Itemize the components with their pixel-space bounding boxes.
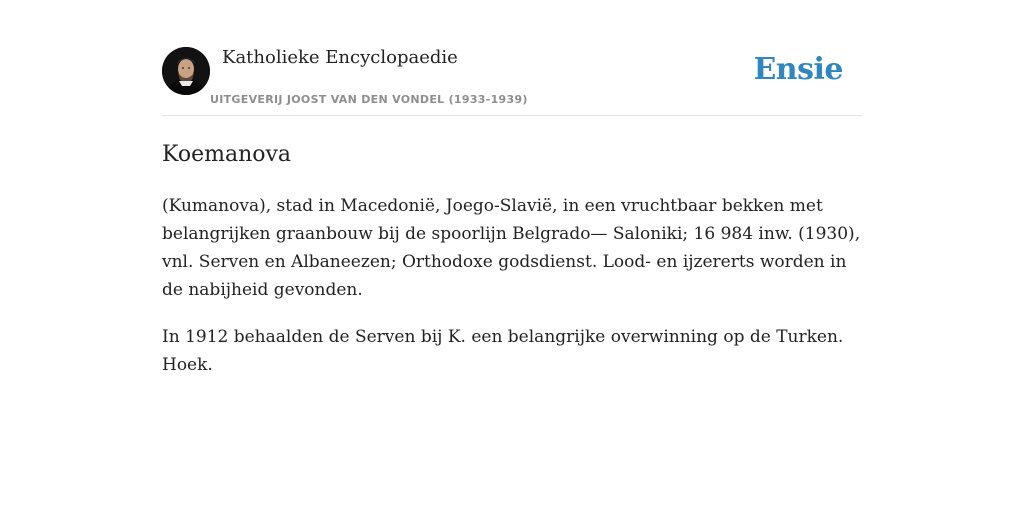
portrait-icon[interactable] (162, 47, 210, 95)
article-title: Koemanova (162, 142, 292, 167)
publisher-label: UITGEVERIJ JOOST VAN DEN VONDEL (1933-1939) (210, 93, 528, 106)
site-title[interactable]: Katholieke Encyclopaedie (222, 47, 458, 68)
site-header (162, 46, 862, 116)
article-paragraph: In 1912 behaalden de Serven bij K. een belangrijke overwinning op de Turken. Hoek. (162, 327, 844, 375)
page (162, 0, 862, 379)
brand-logo[interactable]: Ensie (753, 52, 843, 87)
article-paragraph: (Kumanova), stad in Macedonië, Joego-Slavië, in een vruchtbaar bekken met belangrijken graanbouw bij de spoorlijn Belgrado— Saloniki; 16 984 inw. (1930), vnl. Serven en Albaneezen; Orthodoxe godsdienst. Lood- en ijzererts worden in de nabijheid gevonden. (162, 196, 861, 300)
